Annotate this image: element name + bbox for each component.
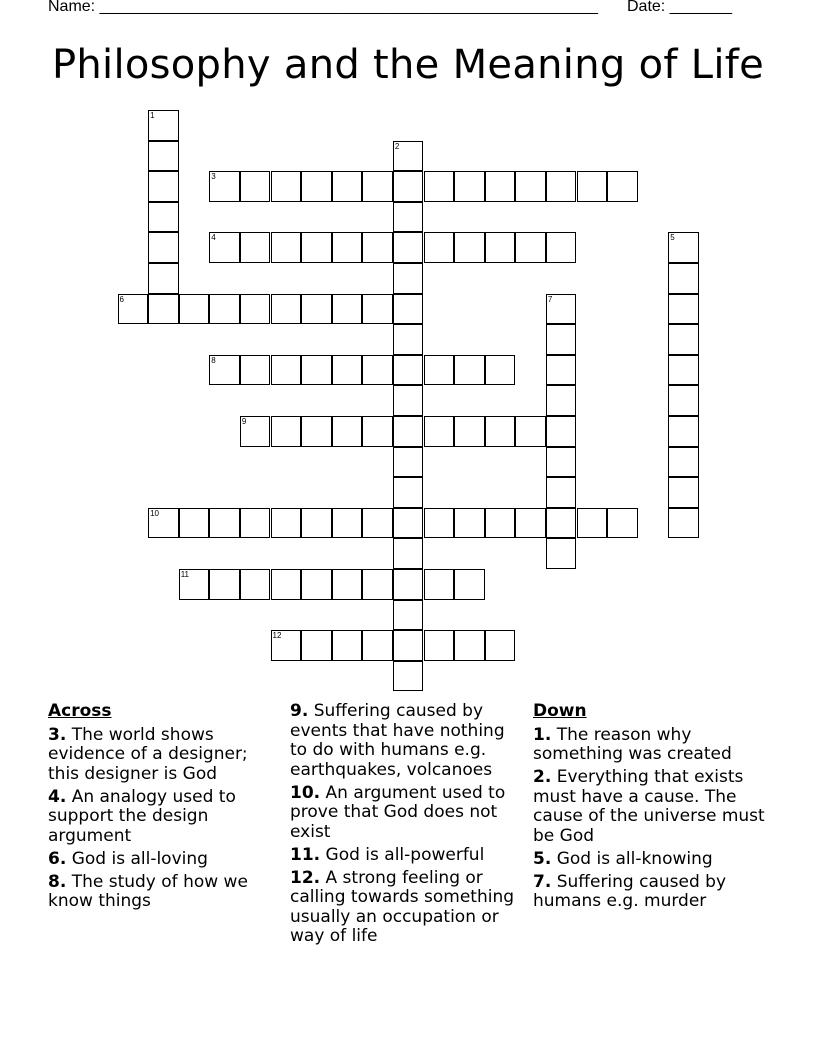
grid-cell[interactable] <box>424 355 455 386</box>
down-clue <box>533 768 773 846</box>
grid-cell[interactable] <box>668 508 699 539</box>
grid-cell[interactable] <box>424 569 455 600</box>
across-heading: Across <box>48 701 112 721</box>
clue-text: A strong feeling or calling towards something usually an occupation or way of life <box>290 867 515 946</box>
across-clues-column-2 <box>290 702 526 950</box>
grid-cell[interactable] <box>332 630 363 661</box>
across-clue <box>290 846 526 866</box>
grid-cell[interactable] <box>393 508 424 539</box>
grid-cell[interactable] <box>577 171 608 202</box>
grid-cell[interactable] <box>148 202 179 233</box>
grid-cell[interactable] <box>393 630 424 661</box>
clue-text: Suffering caused by events that have nothing to do with humans e.g. earthquakes, volcanoes <box>290 701 505 780</box>
grid-cell[interactable] <box>577 508 608 539</box>
grid-cell[interactable] <box>454 508 485 539</box>
grid-cell[interactable] <box>148 232 179 263</box>
clue-text: God is all-knowing <box>551 848 713 869</box>
across-clue <box>48 873 278 912</box>
grid-cell[interactable] <box>393 416 424 447</box>
across-clue <box>48 726 278 785</box>
grid-cell[interactable] <box>424 508 455 539</box>
grid-cell[interactable] <box>393 171 424 202</box>
down-clue <box>533 850 773 870</box>
grid-cell[interactable] <box>240 355 271 386</box>
grid-cell[interactable] <box>546 508 577 539</box>
clue-text: The study of how we know things <box>48 871 248 911</box>
across-clues-column-1 <box>48 702 278 915</box>
grid-cell[interactable] <box>546 385 577 416</box>
clue-number: 9 <box>241 417 247 426</box>
grid-cell[interactable] <box>393 661 424 692</box>
grid-cell[interactable] <box>362 569 393 600</box>
grid-cell[interactable] <box>393 324 424 355</box>
grid-cell[interactable] <box>209 232 240 263</box>
across-clue <box>48 850 278 870</box>
name-field-label[interactable]: Name: ________________________________________________________ <box>48 0 598 15</box>
grid-cell[interactable] <box>454 232 485 263</box>
clue-text: An argument used to prove that God does not exist <box>290 782 506 842</box>
grid-cell[interactable] <box>240 569 271 600</box>
grid-cell[interactable] <box>485 232 516 263</box>
clue-number: 4 <box>211 233 216 243</box>
grid-cell[interactable] <box>271 630 302 661</box>
grid-cell[interactable] <box>668 477 699 508</box>
grid-cell[interactable] <box>546 171 577 202</box>
grid-cell[interactable] <box>546 477 577 508</box>
grid-cell[interactable] <box>301 355 332 386</box>
clue-number-label: 9. <box>290 701 309 721</box>
grid-cell[interactable] <box>393 202 424 233</box>
grid-cell[interactable] <box>546 355 577 386</box>
grid-cell[interactable] <box>240 232 271 263</box>
clue-number: 5 <box>670 233 675 243</box>
grid-cell[interactable] <box>485 355 516 386</box>
grid-cell[interactable] <box>332 508 363 539</box>
date-field-label[interactable]: Date: _______ <box>627 0 732 15</box>
grid-cell[interactable] <box>485 171 516 202</box>
grid-cell[interactable] <box>393 355 424 386</box>
grid-cell[interactable] <box>362 355 393 386</box>
grid-cell[interactable] <box>148 294 179 325</box>
grid-cell[interactable] <box>271 508 302 539</box>
across-clue <box>48 788 278 847</box>
grid-cell[interactable] <box>332 416 363 447</box>
grid-cell[interactable] <box>393 232 424 263</box>
grid-cell[interactable] <box>393 263 424 294</box>
grid-cell[interactable] <box>148 171 179 202</box>
grid-cell[interactable] <box>668 385 699 416</box>
grid-cell[interactable] <box>546 538 577 569</box>
clue-number: 7 <box>547 294 553 304</box>
grid-cell[interactable] <box>301 171 332 202</box>
clue-number-label: 3. <box>48 724 67 745</box>
grid-cell[interactable] <box>454 416 485 447</box>
grid-cell[interactable] <box>332 294 363 325</box>
clue-text: Suffering caused by humans e.g. murder <box>533 871 727 911</box>
across-clue <box>290 784 526 843</box>
grid-cell[interactable] <box>362 232 393 263</box>
grid-cell[interactable] <box>546 324 577 355</box>
clue-number-label: 8. <box>48 871 67 892</box>
grid-cell[interactable] <box>148 508 179 539</box>
clue-number-label: 4. <box>48 786 67 807</box>
grid-cell[interactable] <box>668 447 699 478</box>
grid-cell[interactable] <box>301 508 332 539</box>
clue-text: God is all-loving <box>66 848 208 869</box>
clue-number-label: 6. <box>48 848 67 869</box>
grid-cell[interactable] <box>240 294 271 325</box>
grid-cell[interactable] <box>362 630 393 661</box>
clue-number-label: 11. <box>290 844 321 865</box>
grid-cell[interactable] <box>271 232 302 263</box>
grid-cell[interactable] <box>393 569 424 600</box>
grid-cell[interactable] <box>393 600 424 631</box>
clue-number: 1 <box>150 111 155 120</box>
clue-number-label: 5. <box>533 848 552 869</box>
grid-cell[interactable] <box>515 232 546 263</box>
grid-cell[interactable] <box>271 294 302 325</box>
grid-cell[interactable] <box>148 110 179 141</box>
clue-number: 2 <box>394 141 400 151</box>
grid-cell[interactable] <box>424 232 455 263</box>
grid-cell[interactable] <box>240 171 271 202</box>
grid-cell[interactable] <box>668 294 699 325</box>
grid-cell[interactable] <box>668 232 699 263</box>
grid-cell[interactable] <box>332 569 363 600</box>
grid-cell[interactable] <box>424 171 455 202</box>
grid-cell[interactable] <box>454 355 485 386</box>
clue-number: 8 <box>211 355 216 365</box>
grid-cell[interactable] <box>668 416 699 447</box>
grid-cell[interactable] <box>454 630 485 661</box>
grid-cell[interactable] <box>148 141 179 172</box>
grid-cell[interactable] <box>607 171 638 202</box>
grid-cell[interactable] <box>209 569 240 600</box>
grid-cell[interactable] <box>362 171 393 202</box>
grid-cell[interactable] <box>179 508 210 539</box>
grid-cell[interactable] <box>393 477 424 508</box>
grid-cell[interactable] <box>546 447 577 478</box>
clue-text: Everything that exists must have a cause. The cause of the universe must be God <box>533 767 765 846</box>
grid-cell[interactable] <box>332 355 363 386</box>
grid-cell[interactable] <box>301 630 332 661</box>
grid-cell[interactable] <box>179 569 210 600</box>
grid-cell[interactable] <box>515 508 546 539</box>
grid-cell[interactable] <box>393 538 424 569</box>
grid-cell[interactable] <box>485 416 516 447</box>
grid-cell[interactable] <box>485 630 516 661</box>
clue-number: 11 <box>180 570 189 579</box>
clue-number-label: 10. <box>290 782 321 803</box>
grid-cell[interactable] <box>668 355 699 386</box>
grid-cell[interactable] <box>668 263 699 294</box>
grid-cell[interactable] <box>301 294 332 325</box>
grid-cell[interactable] <box>362 508 393 539</box>
clue-number-label: 12. <box>290 867 321 888</box>
grid-cell[interactable] <box>332 171 363 202</box>
grid-cell[interactable] <box>362 416 393 447</box>
clue-text: An analogy used to support the design argument <box>48 786 236 846</box>
grid-cell[interactable] <box>546 294 577 325</box>
grid-cell[interactable] <box>240 508 271 539</box>
grid-cell[interactable] <box>515 416 546 447</box>
clue-number: 3 <box>211 172 216 182</box>
grid-cell[interactable] <box>454 569 485 600</box>
clue-text: The world shows evidence of a designer; this designer is God <box>48 724 248 784</box>
grid-cell[interactable] <box>209 355 240 386</box>
grid-cell[interactable] <box>271 355 302 386</box>
grid-cell[interactable] <box>393 294 424 325</box>
grid-cell[interactable] <box>271 569 302 600</box>
grid-cell[interactable] <box>607 508 638 539</box>
down-clue <box>533 726 773 765</box>
grid-cell[interactable] <box>546 416 577 447</box>
grid-cell[interactable] <box>301 416 332 447</box>
page-title: Philosophy and the Meaning of Life <box>51 42 765 88</box>
grid-cell[interactable] <box>424 630 455 661</box>
grid-cell[interactable] <box>485 508 516 539</box>
grid-cell[interactable] <box>209 294 240 325</box>
grid-cell[interactable] <box>393 447 424 478</box>
grid-cell[interactable] <box>454 171 485 202</box>
grid-cell[interactable] <box>209 508 240 539</box>
grid-cell[interactable] <box>301 569 332 600</box>
grid-cell[interactable] <box>271 416 302 447</box>
clue-number-label: 7. <box>533 871 552 892</box>
grid-cell[interactable] <box>301 232 332 263</box>
grid-cell[interactable] <box>179 294 210 325</box>
grid-cell[interactable] <box>424 416 455 447</box>
clue-number-label: 2. <box>533 767 552 787</box>
grid-cell[interactable] <box>148 263 179 294</box>
clue-number: 6 <box>119 294 124 304</box>
clue-number: 12 <box>272 631 282 641</box>
down-clue <box>533 873 773 912</box>
grid-cell[interactable] <box>362 294 393 325</box>
grid-cell[interactable] <box>668 324 699 355</box>
clue-number: 10 <box>150 508 159 518</box>
grid-cell[interactable] <box>118 294 149 325</box>
clue-text: God is all-powerful <box>320 844 485 865</box>
grid-cell[interactable] <box>393 385 424 416</box>
clue-text: The reason why something was created <box>533 724 732 764</box>
down-heading: Down <box>533 701 587 721</box>
clue-number-label: 1. <box>533 724 552 745</box>
grid-cell[interactable] <box>240 416 271 447</box>
grid-cell[interactable] <box>515 171 546 202</box>
across-clue <box>290 869 526 947</box>
grid-cell[interactable] <box>271 171 302 202</box>
across-clue <box>290 702 526 780</box>
grid-cell[interactable] <box>332 232 363 263</box>
down-clues-column <box>533 702 773 915</box>
grid-cell[interactable] <box>209 171 240 202</box>
grid-cell[interactable] <box>546 232 577 263</box>
grid-cell[interactable] <box>393 141 424 172</box>
